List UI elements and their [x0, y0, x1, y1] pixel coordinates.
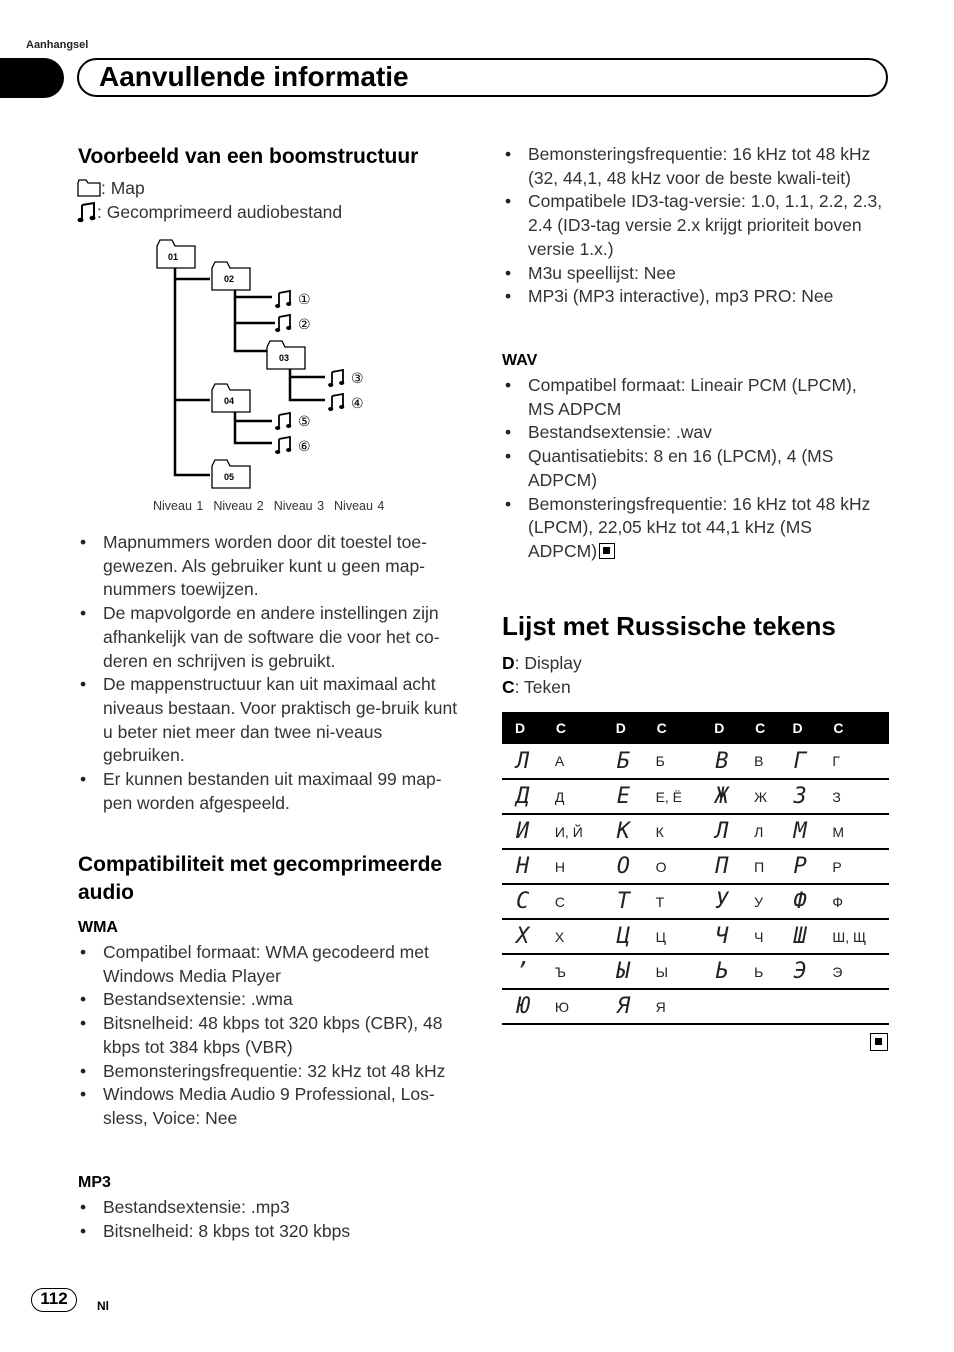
list-item: • Bemonsteringsfrequentie: 32 kHz tot 48 kHz [78, 1060, 468, 1084]
list-item: • Bestandsextensie: .wma [78, 988, 468, 1012]
character-cell [820, 989, 889, 1024]
character-cell: Г [820, 744, 889, 779]
character-cell: Д [543, 779, 603, 814]
list-item: • Bestandsextensie: .wav [503, 421, 883, 445]
tree-heading: Voorbeeld van een boomstructuur [78, 145, 419, 168]
character-cell: Ш, Щ [820, 919, 889, 954]
level-label: Niveau 1 [153, 499, 204, 513]
list-item: • Compatibele ID3-tag-versie: 1.0, 1.1, 2.2, 2.3, 2.4 (ID3-tag versie 2.x krijgt prioriteit boven versie 1.x.) [503, 190, 883, 261]
wma-list [78, 941, 468, 1131]
file-number: ⑤ [298, 414, 311, 430]
character-cell: О [644, 849, 702, 884]
display-glyph: Т [603, 884, 644, 919]
list-item: • Bitsnelheid: 8 kbps tot 320 kbps [78, 1220, 468, 1244]
folder-label: 03 [279, 353, 290, 363]
file-5 [275, 413, 310, 430]
list-item: • Compatibel formaat: WMA gecodeerd met Windows Media Player [78, 941, 468, 988]
folder-tree-diagram [150, 235, 450, 495]
folder-05 [212, 460, 250, 488]
mp3-list-right [503, 143, 883, 309]
character-cell: С [543, 884, 603, 919]
file-number: ④ [351, 396, 364, 412]
character-cell: П [742, 849, 779, 884]
character-cell: Ь [742, 954, 779, 989]
character-cell: М [820, 814, 889, 849]
folder-icon [77, 179, 101, 197]
table-row [502, 814, 889, 849]
mp3-list-left [78, 1196, 468, 1243]
level-label: Niveau 3 [273, 499, 325, 513]
character-cell: Б [644, 744, 702, 779]
folder-label: 04 [224, 396, 235, 406]
section-breadcrumb: Aanhangsel [26, 39, 89, 51]
tree-notes-list [78, 531, 468, 815]
display-glyph: Ч [701, 919, 742, 954]
display-glyph [701, 989, 742, 1024]
mp3-title: MP3 [78, 1174, 111, 1191]
display-glyph: Ю [502, 989, 543, 1024]
list-item: • Bestandsextensie: .mp3 [78, 1196, 468, 1220]
compat-heading: Compatibiliteit met gecomprimeerde audio [78, 853, 443, 904]
folder-03 [267, 341, 305, 369]
table-row [502, 989, 889, 1024]
folder-label: 02 [224, 274, 235, 284]
list-item: • De mapvolgorde en andere instellingen zijn afhankelijk van de software die voor het co-deren en schrijven is gebruikt. [78, 602, 468, 673]
wma-title: WMA [78, 919, 118, 936]
character-cell: А [543, 744, 603, 779]
tree-levels [153, 499, 394, 513]
file-number: ② [298, 317, 311, 333]
russian-char-table [502, 712, 889, 1025]
display-glyph: ʼ [502, 954, 543, 989]
end-mark-icon [599, 543, 615, 559]
col-c: C [820, 712, 889, 744]
display-glyph: Я [603, 989, 644, 1024]
display-glyph: З [780, 779, 821, 814]
folder-02 [212, 262, 250, 290]
list-item: • MP3i (MP3 interactive), mp3 PRO: Nee [503, 285, 883, 309]
character-cell: Р [820, 849, 889, 884]
list-item: • Mapnummers worden door dit toestel toe-gewezen. Als gebruiker kunt u geen map-nummers toewijzen. [78, 531, 468, 602]
character-cell: Н [543, 849, 603, 884]
display-glyph: В [701, 744, 742, 779]
display-glyph [780, 989, 821, 1024]
display-glyph: Д [502, 779, 543, 814]
character-cell: Л [742, 814, 779, 849]
table-row [502, 919, 889, 954]
file-1 [275, 291, 310, 308]
col-d: D [502, 712, 543, 744]
legend-key: D [502, 653, 515, 673]
display-glyph: Г [780, 744, 821, 779]
folder-label: 05 [224, 472, 235, 482]
legend-display [502, 651, 582, 675]
character-cell: Ы [644, 954, 702, 989]
list-item [503, 493, 883, 564]
display-glyph: Э [780, 954, 821, 989]
display-glyph: Л [701, 814, 742, 849]
col-d: D [603, 712, 644, 744]
table-row [502, 954, 889, 989]
file-2 [275, 315, 310, 333]
display-glyph: Б [603, 744, 644, 779]
list-item: • M3u speellijst: Nee [503, 262, 883, 286]
legend-file [77, 200, 342, 224]
table-row [502, 744, 889, 779]
list-item: • Quantisatiebits: 8 en 16 (LPCM), 4 (MS ADPCM) [503, 445, 883, 492]
legend-folder [77, 176, 145, 200]
file-4 [328, 394, 363, 412]
page-number: 112 [31, 1288, 77, 1312]
file-number: ⑥ [298, 439, 311, 455]
col-c: C [742, 712, 779, 744]
section-tab-marker [0, 58, 64, 98]
legend-folder-text: : Map [101, 178, 145, 198]
legend-key: C [502, 677, 515, 697]
legend-file-text: : Gecomprimeerd audiobestand [97, 202, 343, 222]
list-item: • Compatibel formaat: Lineair PCM (LPCM), MS ADPCM [503, 374, 883, 421]
display-glyph: У [701, 884, 742, 919]
character-cell: Х [543, 919, 603, 954]
col-c: C [644, 712, 702, 744]
page-title: Aanvullende informatie [77, 58, 888, 97]
folder-01 [157, 240, 195, 268]
character-cell: Ю [543, 989, 603, 1024]
col-d: D [701, 712, 742, 744]
language-code: Nl [97, 1299, 109, 1313]
level-label: Niveau 4 [334, 499, 385, 513]
table-row [502, 884, 889, 919]
table-row [502, 779, 889, 814]
list-item: • Bemonsteringsfrequentie: 16 kHz tot 48 kHz (32, 44,1, 48 kHz voor de beste kwali-teit) [503, 143, 883, 190]
character-cell: У [742, 884, 779, 919]
character-cell: Е, Ё [644, 779, 702, 814]
col-c: C [543, 712, 603, 744]
character-cell: Ф [820, 884, 889, 919]
file-3 [328, 370, 363, 387]
character-cell: Ч [742, 919, 779, 954]
display-glyph: Ф [780, 884, 821, 919]
list-item: • Windows Media Audio 9 Professional, Los-sless, Voice: Nee [78, 1083, 468, 1130]
display-glyph: М [780, 814, 821, 849]
character-cell: Я [644, 989, 702, 1024]
table-header-row [502, 712, 889, 744]
music-note-icon [77, 201, 97, 223]
legend-value: : Teken [514, 677, 571, 697]
display-glyph: Ж [701, 779, 742, 814]
list-item: • De mappenstructuur kan uit maximaal acht niveaus bestaan. Voor praktisch ge-bruik kunt u beter niet meer dan twee ni-veaus gebruiken. [78, 673, 468, 768]
character-cell: З [820, 779, 889, 814]
end-mark-icon [870, 1033, 888, 1051]
character-cell: К [644, 814, 702, 849]
character-cell: И, Й [543, 814, 603, 849]
display-glyph: Х [502, 919, 543, 954]
display-glyph: Е [603, 779, 644, 814]
character-cell: Э [820, 954, 889, 989]
display-glyph: Ц [603, 919, 644, 954]
display-glyph: Л [502, 744, 543, 779]
display-glyph: С [502, 884, 543, 919]
display-glyph: Н [502, 849, 543, 884]
col-d: D [780, 712, 821, 744]
file-number: ① [298, 292, 311, 308]
wav-list [503, 374, 883, 564]
display-glyph: Ш [780, 919, 821, 954]
wav-title: WAV [502, 352, 538, 369]
legend-value: : Display [514, 653, 582, 673]
display-glyph: О [603, 849, 644, 884]
character-cell: Ъ [543, 954, 603, 989]
character-cell: Ж [742, 779, 779, 814]
display-glyph: И [502, 814, 543, 849]
character-cell: Т [644, 884, 702, 919]
folder-04 [212, 384, 250, 412]
file-number: ③ [351, 371, 364, 387]
list-item: • Er kunnen bestanden uit maximaal 99 map-pen worden afgespeeld. [78, 768, 468, 815]
legend-char [502, 675, 571, 699]
display-glyph: Ь [701, 954, 742, 989]
list-item-text: Bemonsteringsfrequentie: 16 kHz tot 48 kHz (LPCM), 22,05 kHz tot 44,1 kHz (MS ADPCM) [528, 493, 871, 561]
file-6 [275, 437, 310, 455]
display-glyph: Р [780, 849, 821, 884]
display-glyph: П [701, 849, 742, 884]
folder-label: 01 [168, 252, 179, 262]
table-row [502, 849, 889, 884]
table-body [502, 744, 889, 1024]
character-cell: В [742, 744, 779, 779]
character-cell [742, 989, 779, 1024]
character-cell: Ц [644, 919, 702, 954]
level-label: Niveau 2 [213, 499, 264, 513]
display-glyph: Ы [603, 954, 644, 989]
display-glyph: К [603, 814, 644, 849]
list-item: • Bitsnelheid: 48 kbps tot 320 kbps (CBR), 48 kbps tot 384 kbps (VBR) [78, 1012, 468, 1059]
russian-heading: Lijst met Russische tekens [502, 611, 836, 641]
